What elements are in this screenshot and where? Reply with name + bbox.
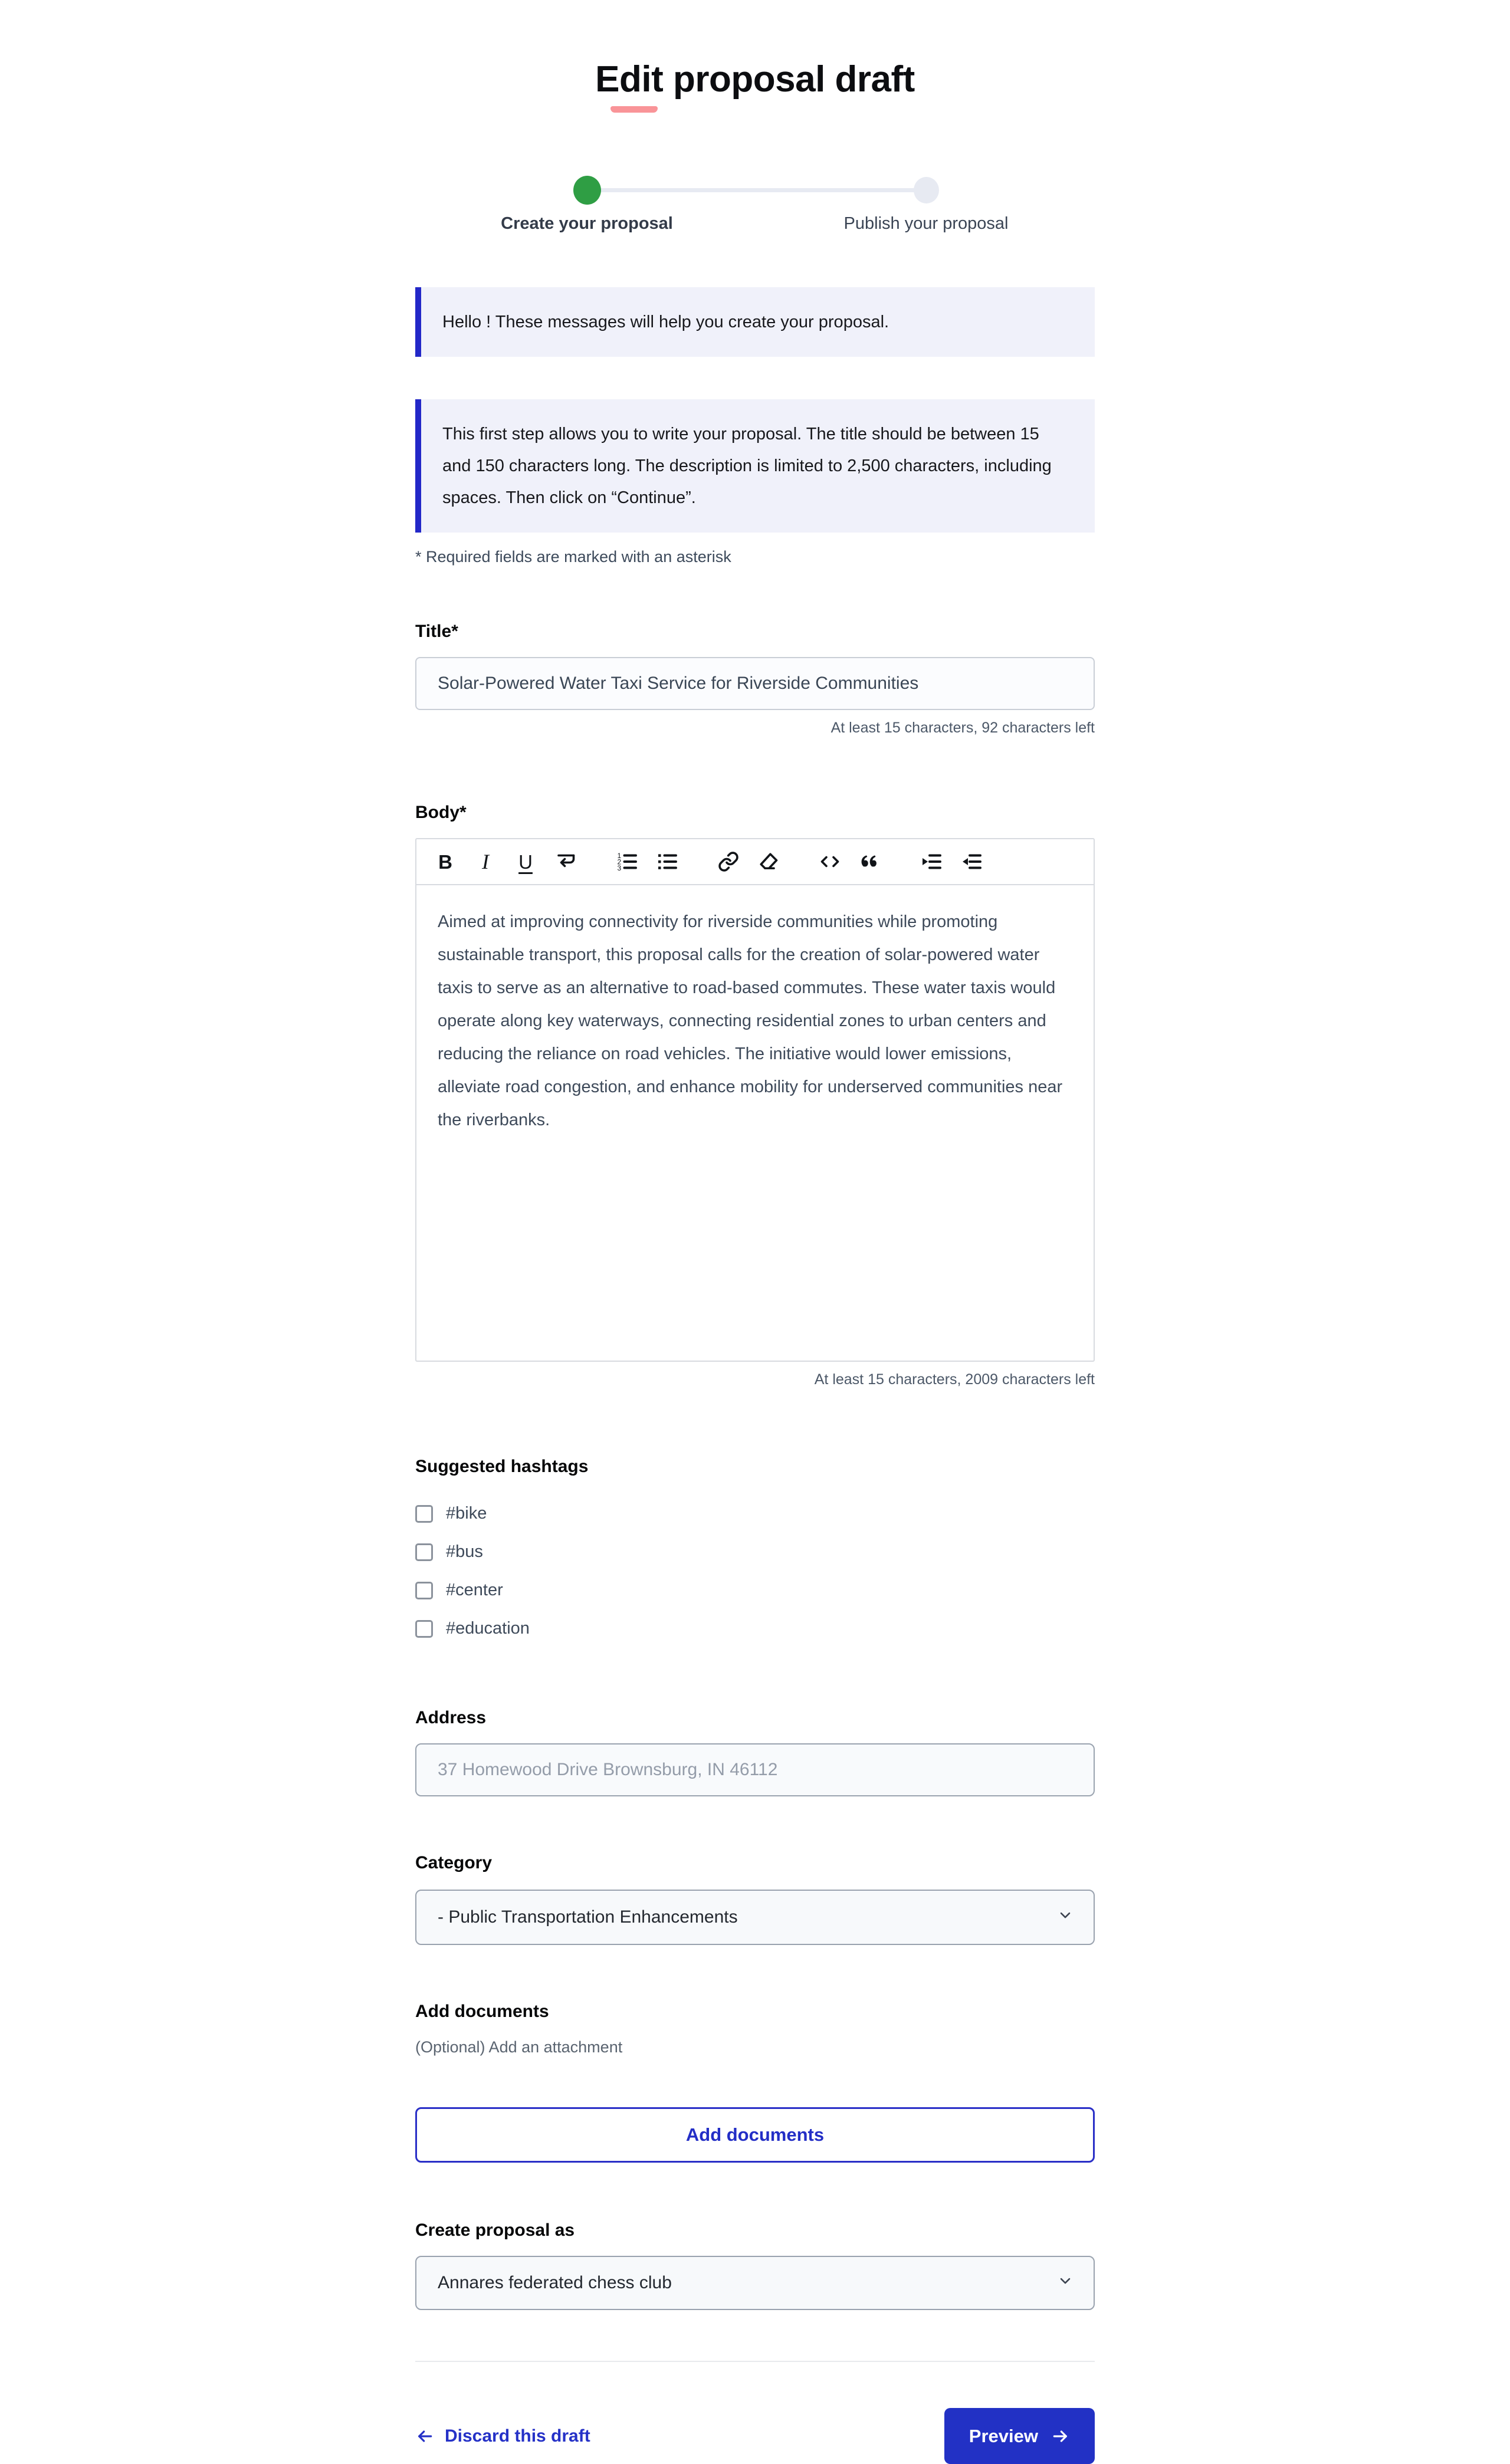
chevron-down-icon (1057, 1907, 1074, 1928)
hashtag-option-education[interactable] (415, 1609, 1095, 1648)
create-as-select[interactable] (415, 2256, 1095, 2310)
address-input[interactable] (415, 1743, 1095, 1796)
step-label-publish: Publish your proposal (843, 214, 1009, 234)
discard-draft-label: Discard this draft (445, 2426, 590, 2446)
step-dot-create (573, 176, 601, 205)
svg-text:3: 3 (617, 864, 622, 873)
footer-divider (415, 2361, 1095, 2362)
hashtag-option-label: #education (446, 1619, 530, 1638)
stepper-track (587, 188, 926, 192)
indent-icon[interactable] (920, 849, 943, 875)
svg-text:1: 1 (617, 852, 622, 860)
body-field-label: Body* (415, 803, 467, 823)
code-icon[interactable] (819, 849, 841, 875)
hashtag-option-label: #bike (446, 1504, 487, 1523)
documents-section-label: Add documents (415, 2002, 549, 2022)
step-label-create: Create your proposal (501, 214, 673, 234)
help-callout-hello (415, 287, 1095, 357)
discard-draft-link[interactable] (415, 2426, 590, 2446)
title-input[interactable] (415, 657, 1095, 710)
checkbox-icon[interactable] (415, 1620, 433, 1638)
category-selected-value: - Public Transportation Enhancements (438, 1907, 738, 1927)
hashtag-option-bus[interactable] (415, 1533, 1095, 1571)
svg-text:2: 2 (617, 858, 622, 866)
help-callout-hello-text: Hello ! These messages will help you create your proposal. (442, 313, 889, 332)
step-dot-publish (914, 177, 939, 203)
category-select[interactable] (415, 1890, 1095, 1945)
hashtag-option-label: #bus (446, 1542, 483, 1562)
body-helper-text: At least 15 characters, 2009 characters left (814, 1371, 1095, 1388)
line-break-icon[interactable] (554, 849, 577, 875)
title-underline-decorator (610, 106, 658, 113)
help-callout-first-step-text: This first step allows you to write your proposal. The title should be between 15 and 150 characters long. The description is limited to 2,500 characters, including spaces. Then click on “Continue”. (442, 425, 1052, 508)
hashtag-option-bike[interactable] (415, 1494, 1095, 1533)
required-fields-note: * Required fields are marked with an asterisk (415, 548, 731, 566)
add-documents-button[interactable]: Add documents (415, 2107, 1095, 2163)
body-editor-content[interactable] (416, 885, 1094, 1361)
clear-format-icon[interactable] (757, 849, 780, 875)
chevron-down-icon (1057, 2272, 1074, 2294)
preview-button[interactable] (944, 2408, 1095, 2464)
create-as-selected-value: Annares federated chess club (438, 2273, 672, 2293)
editor-toolbar (416, 839, 1094, 885)
preview-button-label: Preview (969, 2425, 1038, 2446)
checkbox-icon[interactable] (415, 1543, 433, 1561)
underline-icon[interactable]: U (518, 850, 533, 873)
category-field-label: Category (415, 1853, 493, 1873)
footer-actions (415, 2408, 1095, 2464)
italic-icon[interactable]: I (482, 850, 489, 874)
checkbox-icon[interactable] (415, 1582, 433, 1599)
checkbox-icon[interactable] (415, 1505, 433, 1523)
title-helper-text: At least 15 characters, 92 characters left (830, 720, 1095, 737)
help-callout-first-step (415, 399, 1095, 533)
hashtag-option-label: #center (446, 1581, 503, 1600)
link-icon[interactable] (717, 849, 740, 875)
body-text: Aimed at improving connectivity for riverside communities while promoting sustainable transport, this proposal calls for the creation of solar-powered water taxis to serve as an alternative to road-based commutes. These water taxis would operate along key waterways, connecting residential zones to urban centers and reducing the reliance on road vehicles. The initiative would lower emissions, alleviate road congestion, and enhance mobility for underserved communities near the riverbanks. (438, 912, 1063, 1130)
create-as-label: Create proposal as (415, 2220, 575, 2240)
rich-text-editor (415, 838, 1095, 1362)
arrow-right-icon (1051, 2427, 1070, 2446)
hashtags-label: Suggested hashtags (415, 1457, 589, 1477)
page-title-wrap (415, 60, 1095, 98)
hashtag-list (415, 1494, 1095, 1648)
arrow-left-icon (415, 2427, 434, 2446)
title-field-label: Title* (415, 622, 458, 642)
bullet-list-icon[interactable] (656, 849, 678, 875)
hashtag-option-center[interactable] (415, 1571, 1095, 1609)
ordered-list-icon[interactable] (616, 849, 638, 875)
page-title: Edit proposal draft (595, 59, 915, 100)
edit-proposal-form (415, 0, 1095, 2464)
outdent-icon[interactable] (960, 849, 983, 875)
documents-optional-note: (Optional) Add an attachment (415, 2038, 623, 2056)
blockquote-icon[interactable] (859, 849, 881, 875)
address-field-label: Address (415, 1708, 487, 1728)
proposal-wizard-stepper (415, 170, 1095, 236)
bold-icon[interactable]: B (438, 850, 452, 873)
